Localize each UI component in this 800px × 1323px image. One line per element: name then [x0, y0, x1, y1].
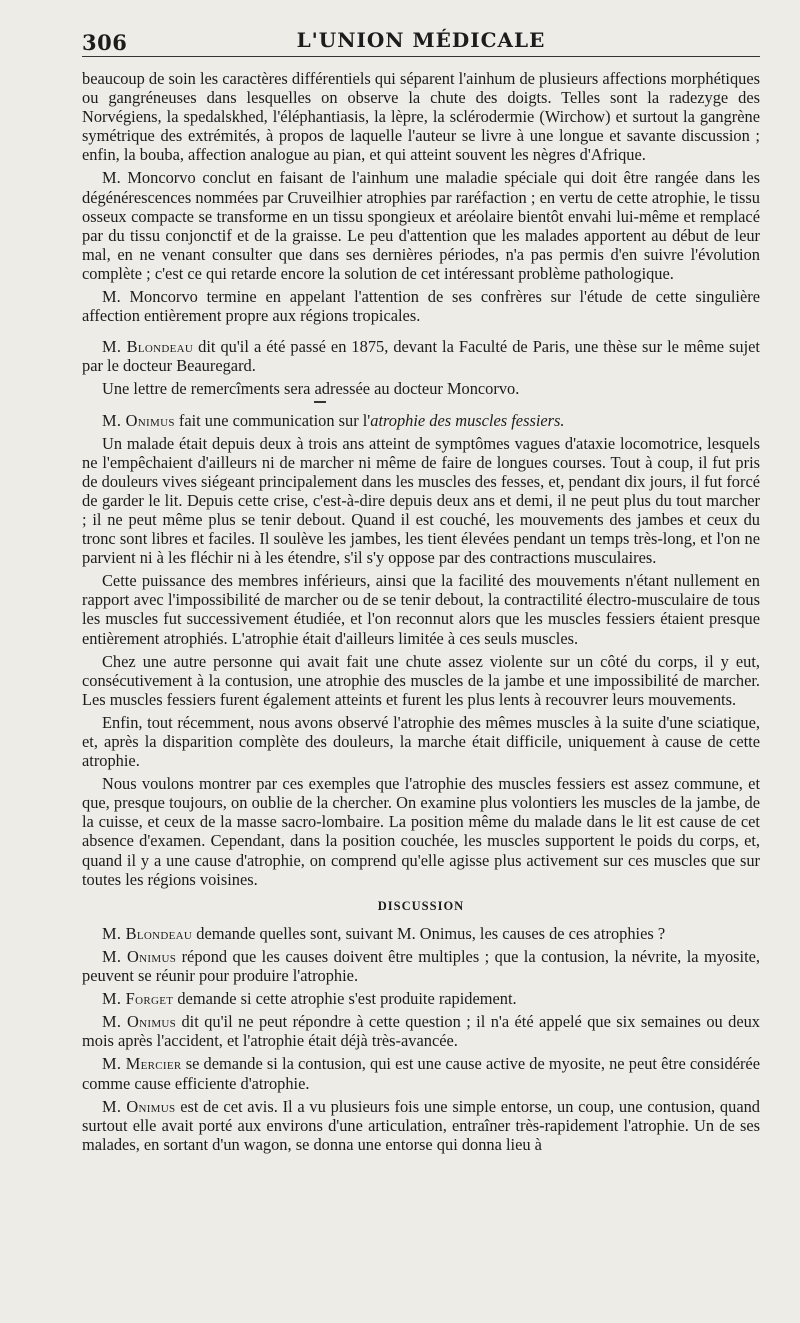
paragraph-text: répond que les causes doivent être multiples ; que la contusion, la névrite, la myosite, peuvent se réunir pour produire l'atrophie. — [82, 946, 760, 986]
speaker-name: M. Onimus — [102, 946, 177, 966]
paragraph — [82, 947, 760, 985]
paragraph: Enfin, tout récemment, nous avons observé l'atrophie des mêmes muscles à la suite d'une sciatique, et, après la disparition complète des douleurs, la marche était difficile, uniquement à cause de cette atrophie. — [82, 712, 760, 771]
paragraph-italic: atrophie des muscles fessiers. — [370, 410, 565, 430]
paragraph-text: est de cet avis. Il a vu plusieurs fois une simple entorse, un coup, une contusion, quand surtout elle avait porté aux environs d'une articulation, entraîner très-rapidement l'atrophie. Un de ses malades, en sortant d'un wagon, se donna une entorse qui donna lieu à — [82, 1096, 760, 1154]
paragraph: M. Moncorvo termine en appelant l'attention de ses confrères sur l'étude de cette singulière affection entièrement propre aux régions tropicales. — [82, 287, 760, 326]
paragraph-text: se demande si la contusion, qui est une cause active de myosite, ne peut être considérée comme cause efficiente d'atrophie. — [82, 1054, 760, 1093]
paragraph: Une lettre de remercîments sera adressée au docteur Moncorvo. — [102, 379, 520, 399]
paragraph — [82, 411, 760, 430]
paragraph-text: dit qu'il a été passé en 1875, devant la Faculté de Paris, une thèse sur le même sujet par le docteur Beauregard. — [82, 337, 760, 376]
page-header — [82, 16, 760, 57]
paragraph: beaucoup de soin les caractères différentiels qui séparent l'ainhum de plusieurs affections morphétiques ou gangréneuses dans lesquelles on observe la chute des doigts. Telles sont la radezyge des Norvégiens, la spedalskhed, l'éléphantiasis, la lèpre, la sclérodermie (Wirchow) et surtout la gangrène symétrique des extrémités, à propos de laquelle l'auteur se livre à une longue et savante discussion ; enfin, la bouba, affection analogue au pian, et qui atteint souvent les nègres d'Afrique. — [82, 69, 760, 165]
paragraph — [82, 989, 760, 1008]
paragraph — [82, 1054, 760, 1092]
page-number: 306 — [82, 30, 128, 55]
article-body — [82, 69, 760, 1154]
speaker-name: M. Forget — [102, 989, 174, 1009]
paragraph: Chez une autre personne qui avait fait une chute assez violente sur un côté du corps, il y eut, consécutivement à la contusion, une atrophie des muscles de la jambe et une impossibilité de marcher. Les muscles fessiers furent également atteints et furent les plus lents à recouvrer leurs mouvements. — [82, 651, 760, 709]
paragraph — [82, 1012, 760, 1050]
speaker-name: M. Onimus — [102, 410, 175, 430]
speaker-name: M. Onimus — [102, 1012, 177, 1032]
paragraph: M. Moncorvo conclut en faisant de l'ainhum une maladie spéciale qui doit être rangée dans les dégénérescences nommées par Cruveilhier atrophies par raréfaction ; en vertu de cette atrophie, le tissu osseux compacte se transforme en un tissu spongieux et aréolaire bientôt envahi lui-même et remplacé par du tissu conjonctif et de la graisse. Le peu d'attention que les malades apportent au début de leur mal, en ne venant consulter que dans ses dernières périodes, n'a pas permis d'en suivre l'évolution complète ; c'est ce qui retarde encore la solution de cet intéressant problème pathologique. — [82, 168, 760, 283]
paragraph — [82, 337, 760, 375]
running-head: L'UNION MÉDICALE — [296, 28, 546, 52]
paragraph: Cette puissance des membres inférieurs, ainsi que la facilité des mouvements n'étant nullement en rapport avec l'impossibilité de marcher ou de se tenir debout, la contractilité électro-musculaire de tous les muscles fut successivement étudiée, et l'on reconnut alors que les muscles fessiers étaient presque entièrement atrophiés. L'atrophie était d'ailleurs limitée à ces seuls muscles. — [82, 571, 760, 648]
paragraph: Un malade était depuis deux à trois ans atteint de symptômes vagues d'ataxie locomotrice, lesquels ne l'empêchaient d'ailleurs ni de marcher ni même de faire de longues courses. Tout à coup, il fut pris de douleurs vives siégeant principalement dans les muscles des fesses, et, pendant dix jours, il fut forcé de garder le lit. Depuis cette crise, c'est-à-dire depuis deux ans et demi, il ne peut plus du tout marcher ; il ne peut même plus se tenir debout. Quand il est couché, les mouvements des jambes et ceux du tronc sont libres et faciles. Il soulève les jambes, les tient élevées pendant un temps très-long, et l'on ne parvient ni à les fléchir ni à les étendre, s'il s'y oppose par des contractions musculaires. — [82, 433, 760, 568]
paragraph: Nous voulons montrer par ces exemples que l'atrophie des muscles fessiers est assez commune, et que, presque toujours, on oublie de la chercher. On examine plus volontiers les muscles de la jambe, de la cuisse, et ceux de la masse sacro-lombaire. La position même du malade dans le lit est cause de cet absence d'examen. Cependant, dans la position couchée, les muscles supportent le poids du corps, et, quand il y a une cause d'atrophie, on comprend qu'elle agisse plus activement sur ces muscles que sur toutes les régions voisines. — [82, 774, 760, 889]
paragraph — [82, 1097, 760, 1154]
paragraph-text: fait une communication sur l' — [174, 410, 371, 430]
paragraph-text: demande quelles sont, suivant M. Onimus, les causes de ces atrophies ? — [192, 923, 666, 943]
speaker-name: M. Mercier — [102, 1054, 182, 1074]
speaker-name: M. Blondeau — [102, 337, 194, 357]
section-divider — [314, 401, 326, 403]
paragraph-text: dit qu'il ne peut répondre à cette question ; il n'a été appelé que six semaines ou deux mois après l'accident, et l'atrophie était déjà très-avancée. — [82, 1012, 760, 1051]
paragraph — [82, 924, 760, 943]
discussion-heading: DISCUSSION — [377, 898, 465, 913]
paragraph-text: demande si cette atrophie s'est produite rapidement. — [173, 989, 517, 1009]
speaker-name: M. Onimus — [102, 1096, 176, 1116]
speaker-name: M. Blondeau — [102, 923, 193, 943]
